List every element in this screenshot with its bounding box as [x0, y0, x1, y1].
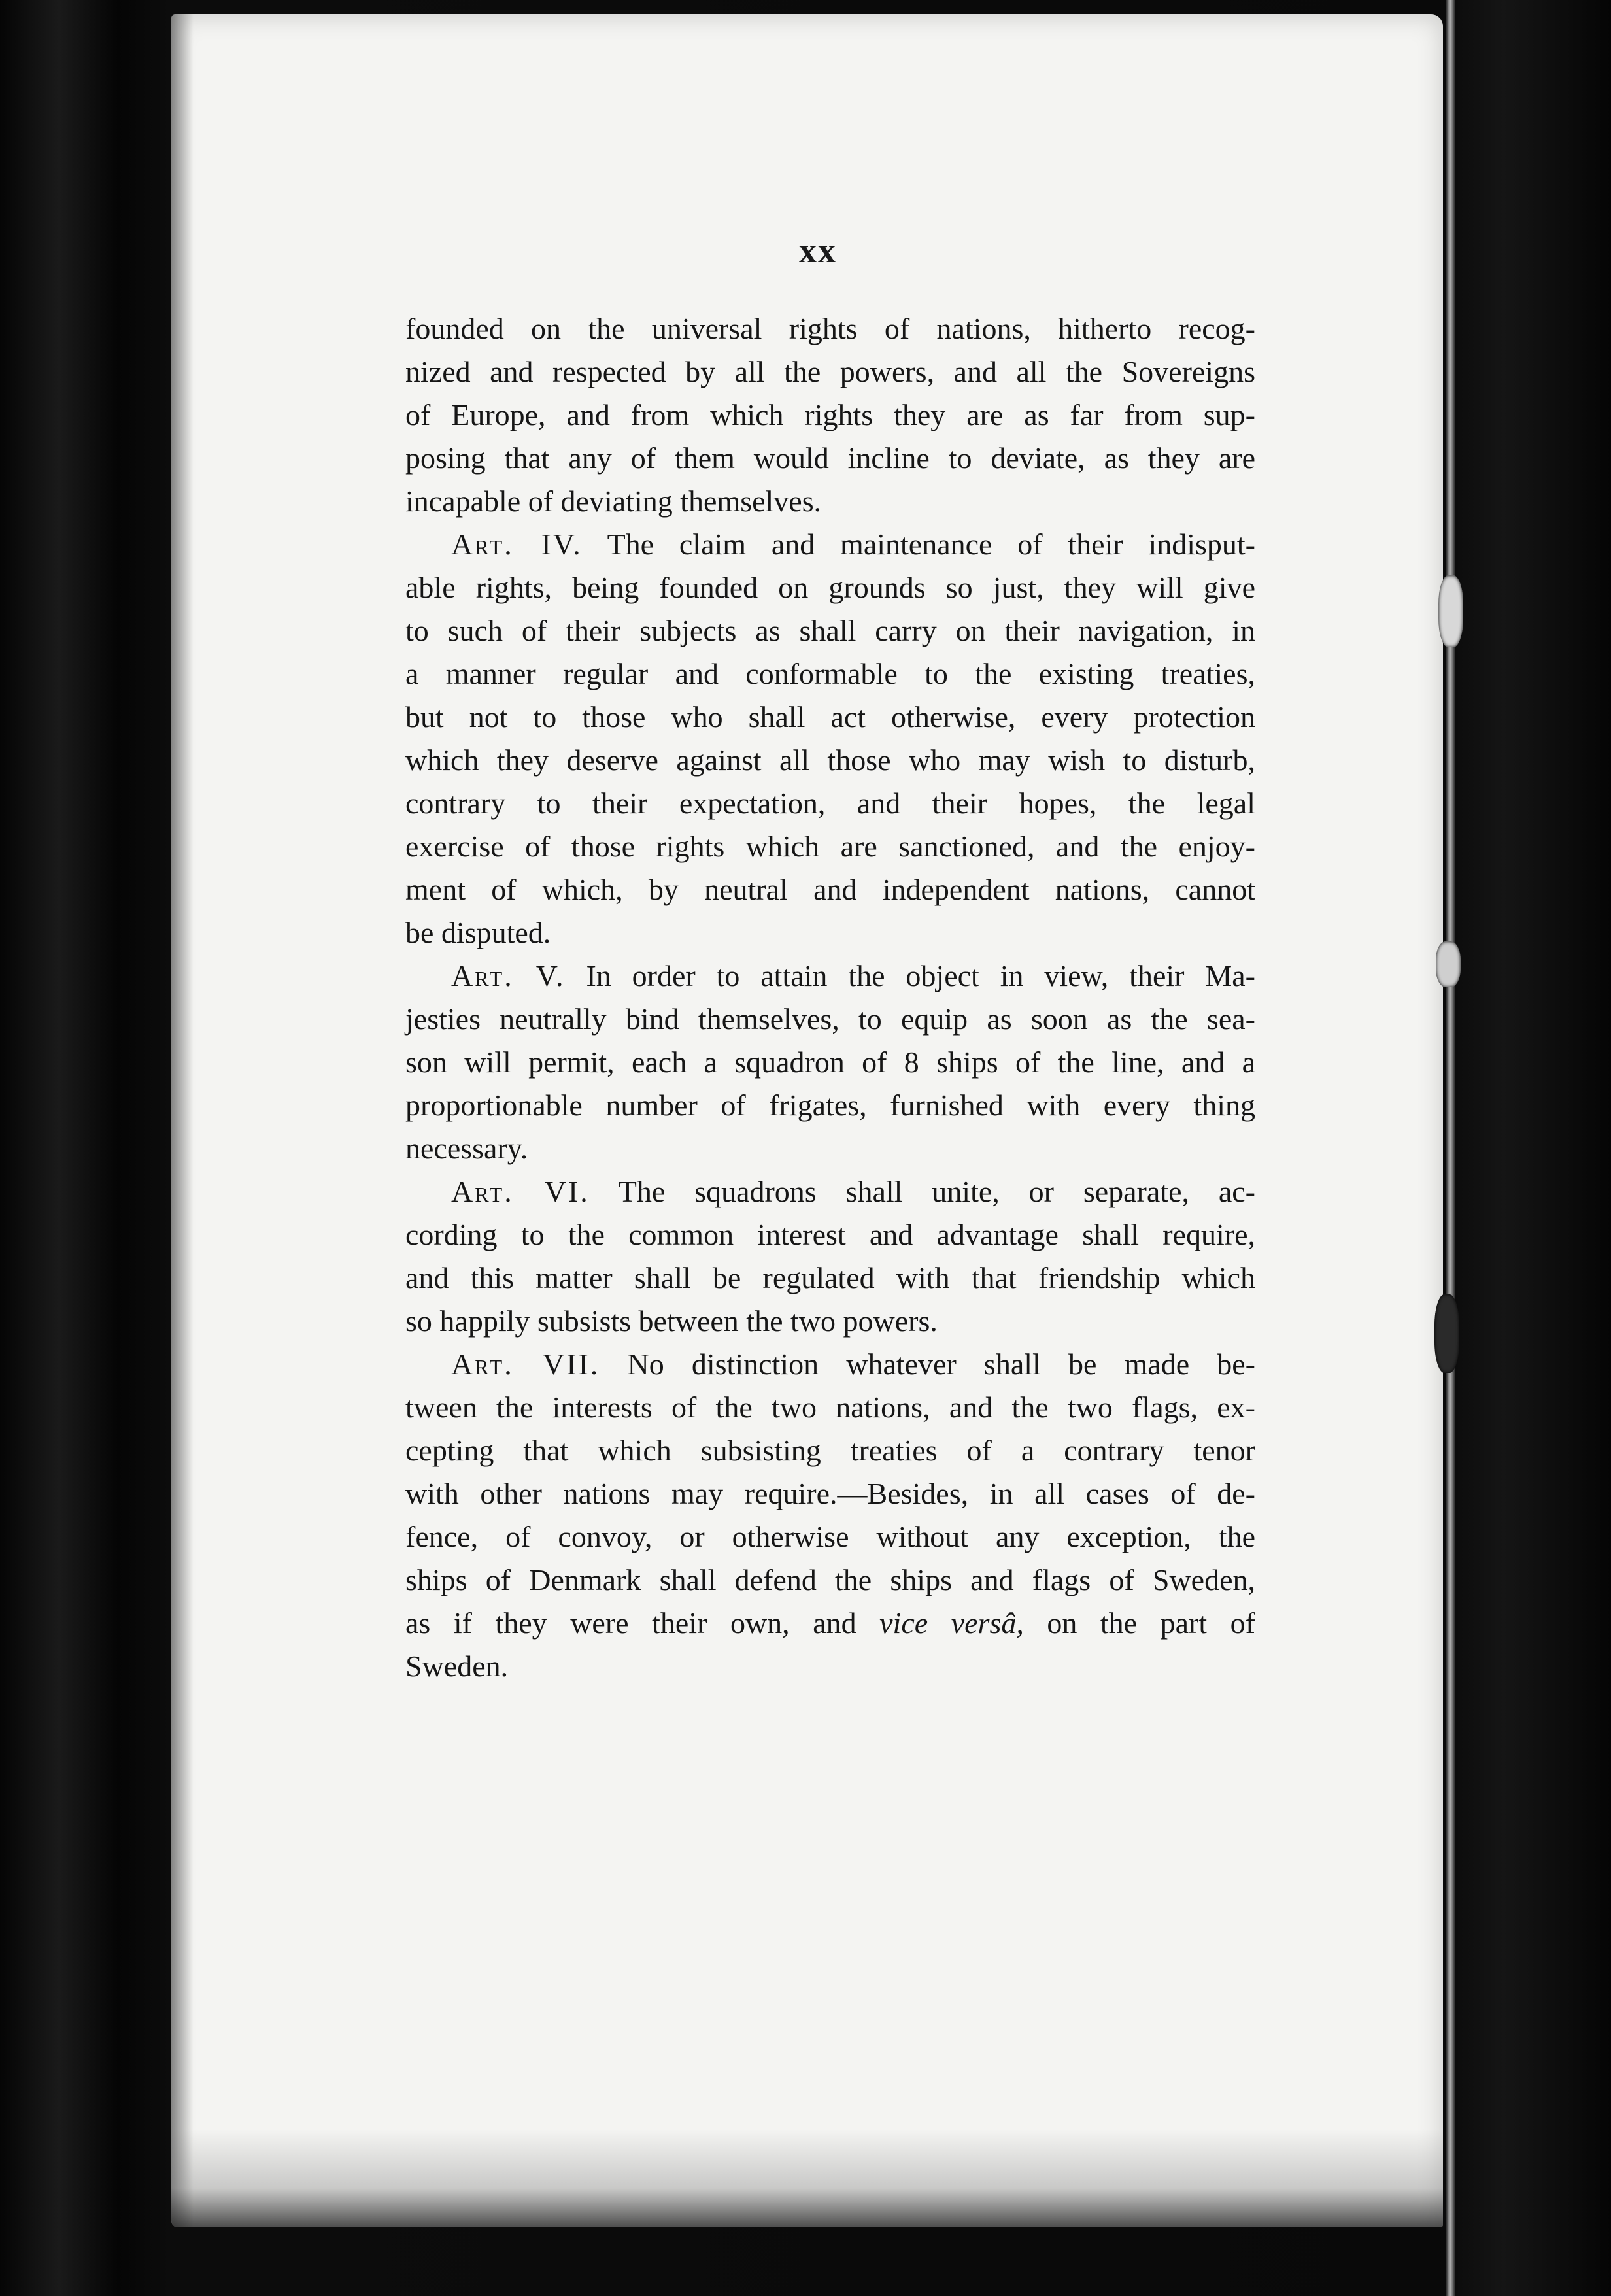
- text-line: which they deserve against all those who may wish to disturb,: [405, 743, 1255, 777]
- text-line: and this matter shall be regulated with that friendship which: [405, 1261, 1255, 1294]
- italic-phrase: vice versâ,: [879, 1606, 1024, 1640]
- text-line: to such of their subjects as shall carry on their navigation, in: [405, 614, 1255, 647]
- text-line: [405, 1602, 1255, 1645]
- text-line: tween the interests of the two nations, and the two flags, ex-: [405, 1391, 1255, 1424]
- binding-thread: [1446, 0, 1455, 2296]
- text-line: able rights, being founded on grounds so just, they will give: [405, 571, 1255, 604]
- text-line-first: [405, 1343, 1255, 1386]
- article-label: Art. V.: [451, 959, 566, 992]
- text-line-rest: The squadrons shall unite, or separate, ac-: [618, 1175, 1255, 1208]
- text-line: nized and respected by all the powers, and all the Sovereigns: [405, 355, 1255, 388]
- text-line: proportionable number of frigates, furnished with every thing: [405, 1089, 1255, 1122]
- text-line-rest: No distinction whatever shall be made be-: [627, 1347, 1255, 1381]
- body-text: [405, 307, 1255, 1688]
- text-line: cording to the common interest and advantage shall require,: [405, 1218, 1255, 1251]
- paragraph-continuation: [405, 307, 1255, 523]
- text-line: necessary.: [405, 1132, 528, 1165]
- text-line-rest: In order to attain the object in view, their Ma-: [586, 959, 1256, 992]
- text-line: posing that any of them would incline to deviate, as they are: [405, 441, 1255, 475]
- binding-thread-knot: [1438, 575, 1463, 647]
- paragraph-article-4: [405, 523, 1255, 954]
- paragraph-article-6: [405, 1170, 1255, 1343]
- text-line: with other nations may require.—Besides, in all cases of de-: [405, 1477, 1255, 1510]
- paragraph-article-5: [405, 954, 1255, 1170]
- text-line-first: [405, 1170, 1255, 1213]
- text-line: contrary to their expectation, and their hopes, the legal: [405, 786, 1255, 820]
- page-worn-bottom-edge: [171, 2129, 1443, 2227]
- text-line: son will permit, each a squadron of 8 ships of the line, and a: [405, 1045, 1255, 1079]
- text-run: as if they were their own, and: [405, 1606, 880, 1640]
- text-line-first: [405, 523, 1255, 566]
- text-line: of Europe, and from which rights they are as far from sup-: [405, 398, 1255, 431]
- article-label: Art. VII.: [451, 1347, 600, 1381]
- page-worn-left-edge: [171, 14, 194, 2227]
- text-line: a manner regular and conformable to the existing treaties,: [405, 657, 1255, 690]
- binding-thread-knot: [1434, 1294, 1459, 1373]
- text-line: be disputed.: [405, 916, 551, 949]
- text-line: fence, of convoy, or otherwise without any exception, the: [405, 1520, 1255, 1553]
- text-line-first: [405, 954, 1255, 998]
- text-line: founded on the universal rights of nations, hitherto recog-: [405, 312, 1255, 345]
- text-run: on the part of: [1023, 1606, 1255, 1640]
- text-line: but not to those who shall act otherwise, every protection: [405, 700, 1255, 734]
- text-line: incapable of deviating themselves.: [405, 484, 822, 518]
- page-number: xx: [799, 231, 837, 270]
- binding-thread-knot: [1436, 941, 1461, 987]
- text-line: ships of Denmark shall defend the ships and flags of Sweden,: [405, 1563, 1255, 1596]
- text-line-rest: The claim and maintenance of their indisput-: [607, 528, 1256, 561]
- text-line: so happily subsists between the two powers.: [405, 1304, 938, 1338]
- text-line: cepting that which subsisting treaties of a contrary tenor: [405, 1434, 1255, 1467]
- text-line: ment of which, by neutral and independent nations, cannot: [405, 873, 1255, 906]
- article-label: Art. VI.: [451, 1175, 590, 1208]
- text-line: jesties neutrally bind themselves, to equip as soon as the sea-: [405, 1002, 1255, 1036]
- paragraph-article-7: [405, 1343, 1255, 1688]
- article-label: Art. IV.: [451, 528, 583, 561]
- text-line: exercise of those rights which are sanctioned, and the enjoy-: [405, 830, 1255, 863]
- text-line: Sweden.: [405, 1649, 509, 1683]
